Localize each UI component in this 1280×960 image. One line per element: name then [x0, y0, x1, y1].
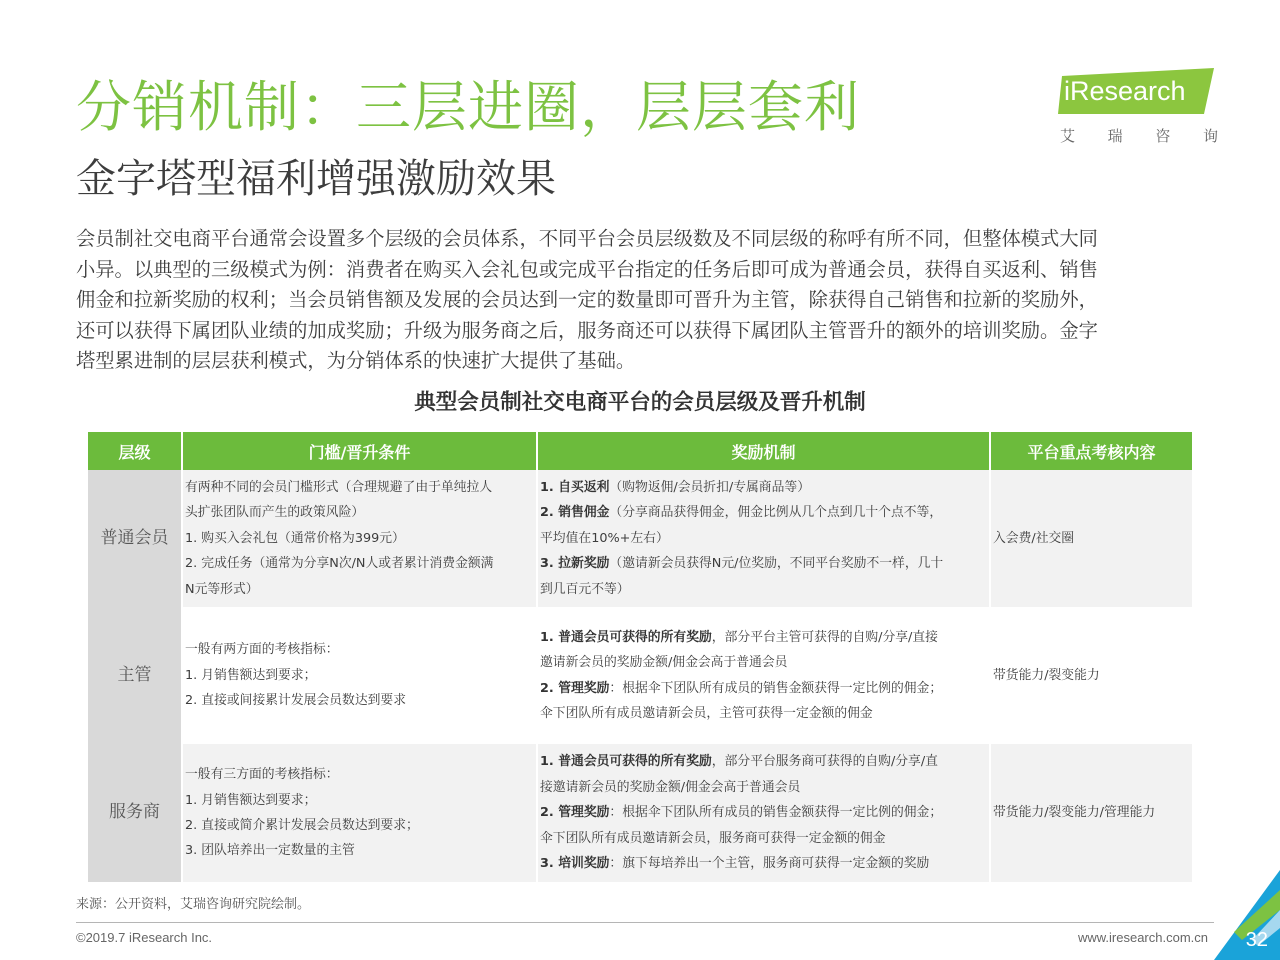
- intro-line: 佣金和拉新奖励的权利；当会员销售额及发展的会员达到一定的数量即可晋升为主管，除获得自己销售和拉新的奖励外，: [76, 288, 1098, 311]
- reward-heading: 2. 管理奖励: [540, 805, 610, 821]
- reward-line: [540, 625, 987, 650]
- header-rewards: 奖励机制: [537, 432, 990, 470]
- reward-line: [540, 851, 987, 876]
- reward-text: 伞下团队所有成员邀请新会员，服务商可获得一定金额的佣金: [540, 830, 886, 846]
- reward-line: [540, 775, 987, 800]
- reward-text: ：根据伞下团队所有成员的销售金额获得一定比例的佣金；: [609, 805, 943, 821]
- reward-heading: 3. 拉新奖励: [540, 556, 610, 572]
- table-body: [88, 470, 1192, 882]
- cell-level: 普通会员: [88, 470, 182, 607]
- reward-heading: 1. 普通会员可获得的所有奖励: [540, 754, 712, 770]
- reward-text: 接邀请新会员的奖励金额/佣金会高于普通会员: [540, 779, 801, 795]
- reward-heading: 2. 销售佣金: [540, 505, 610, 521]
- reward-text: ，部分平台服务商可获得的自购/分享/直: [711, 754, 938, 770]
- table-row: [88, 470, 1192, 607]
- page-title: 分销机制：三层进圈，层层套利: [76, 75, 861, 139]
- page-subtitle: 金字塔型福利增强激励效果: [76, 156, 556, 202]
- table-header-row: [88, 432, 1192, 470]
- reward-line: [540, 526, 987, 551]
- condition-line: 头扩张团队而产生的政策风险）: [185, 505, 365, 521]
- intro-line: 塔型累进制的层层获利模式，为分销体系的快速扩大提供了基础。: [76, 349, 636, 372]
- header-level: 层级: [88, 432, 182, 470]
- reward-line: [540, 749, 987, 774]
- reward-line: [540, 577, 987, 602]
- membership-table: [88, 432, 1192, 882]
- cell-conditions: [182, 470, 537, 607]
- header-focus: 平台重点考核内容: [990, 432, 1192, 470]
- condition-line: 一般有两方面的考核指标：: [185, 642, 339, 658]
- reward-text: ，部分平台主管可获得的自购/分享/直接: [711, 629, 938, 645]
- logo-subtitle: [1060, 125, 1218, 146]
- source-note: 来源：公开资料，艾瑞咨询研究院绘制。: [76, 897, 311, 912]
- iresearch-logo: [1058, 68, 1218, 148]
- reward-line: [540, 475, 987, 500]
- reward-heading: 3. 培训奖励: [540, 856, 610, 872]
- table-row: [88, 744, 1192, 882]
- page-number: 32: [1245, 929, 1268, 951]
- condition-line: 2. 直接或间接累计发展会员数达到要求: [185, 693, 407, 709]
- intro-line: 还可以获得下属团队业绩的加成奖励；升级为服务商之后，服务商还可以获得下属团队主管晋升的额外的培训奖励。金字: [76, 318, 1098, 342]
- reward-heading: 1. 自买返利: [540, 479, 610, 495]
- footer-divider: [76, 922, 1214, 923]
- reward-line: [540, 701, 987, 726]
- reward-line: [540, 800, 987, 825]
- condition-line: 1. 购买入会礼包（通常价格为399元）: [185, 530, 405, 546]
- reward-text: （购物返佣/会员折扣/专属商品等）: [609, 479, 810, 495]
- cell-conditions: [182, 744, 537, 882]
- condition-line: 2. 直接或简介累计发展会员数达到要求；: [185, 818, 419, 833]
- cell-focus: 带货能力/裂变能力/管理能力: [990, 744, 1192, 882]
- logo-char: 询: [1202, 127, 1218, 145]
- cell-focus: 入会费/社交圈: [990, 470, 1192, 607]
- cell-conditions: [182, 607, 537, 744]
- reward-text: 到几百元不等）: [540, 581, 630, 597]
- reward-heading: 1. 普通会员可获得的所有奖励: [540, 629, 712, 645]
- reward-text: （分享商品获得佣金，佣金比例从几个点到几十个点不等，: [609, 505, 943, 521]
- table-title: 典型会员制社交电商平台的会员层级及晋升机制: [414, 390, 866, 415]
- cell-rewards: [537, 607, 990, 744]
- intro-line: 会员制社交电商平台通常会设置多个层级的会员体系，不同平台会员层级数及不同层级的称呼有所不同，但整体模式大同: [76, 227, 1098, 250]
- header-conditions: 门槛/晋升条件: [182, 432, 537, 470]
- cell-level: 服务商: [88, 744, 182, 882]
- reward-text: （邀请新会员获得N元/位奖励，不同平台奖励不一样，几十: [609, 556, 944, 572]
- reward-text: 伞下团队所有成员邀请新会员，主管可获得一定金额的佣金: [540, 705, 873, 721]
- logo-char: 瑞: [1107, 127, 1123, 145]
- reward-text: ：根据伞下团队所有成员的销售金额获得一定比例的佣金；: [609, 680, 943, 696]
- condition-line: 有两种不同的会员门槛形式（合理规避了由于单纯拉人: [185, 479, 493, 495]
- reward-line: [540, 650, 987, 675]
- logo-char: 咨: [1155, 127, 1171, 145]
- condition-line: 3. 团队培养出一定数量的主管: [185, 843, 355, 859]
- reward-text: 平均值在10%+左右）: [540, 530, 669, 546]
- condition-line: 一般有三方面的考核指标：: [185, 767, 339, 783]
- cell-focus: 带货能力/裂变能力: [990, 607, 1192, 744]
- reward-line: [540, 551, 987, 576]
- condition-line: N元等形式）: [185, 581, 259, 597]
- cell-rewards: [537, 744, 990, 882]
- logo-char: 艾: [1060, 127, 1076, 145]
- cell-level: 主管: [88, 607, 182, 744]
- reward-line: [540, 676, 987, 701]
- reward-line: [540, 500, 987, 525]
- reward-line: [540, 826, 987, 851]
- website-link[interactable]: www.iresearch.com.cn: [1077, 930, 1208, 945]
- intro-paragraph: [76, 224, 1210, 377]
- condition-line: 1. 月销售额达到要求；: [185, 792, 317, 808]
- reward-text: ：旗下每培养出一个主管，服务商可获得一定金额的奖励: [609, 856, 930, 872]
- logo-text: iResearch: [1064, 76, 1186, 106]
- cell-rewards: [537, 470, 990, 607]
- reward-text: 邀请新会员的奖励金额/佣金会高于普通会员: [540, 655, 788, 671]
- copyright: ©2019.7 iResearch Inc.: [76, 930, 213, 945]
- condition-line: 1. 月销售额达到要求；: [185, 667, 317, 683]
- intro-line: 小异。以典型的三级模式为例：消费者在购买入会礼包或完成平台指定的任务后即可成为普通会员，获得自买返利、销售: [76, 257, 1098, 281]
- condition-line: 2. 完成任务（通常为分享N次/N人或者累计消费金额满: [185, 556, 494, 572]
- reward-heading: 2. 管理奖励: [540, 680, 610, 696]
- table-row: [88, 607, 1192, 744]
